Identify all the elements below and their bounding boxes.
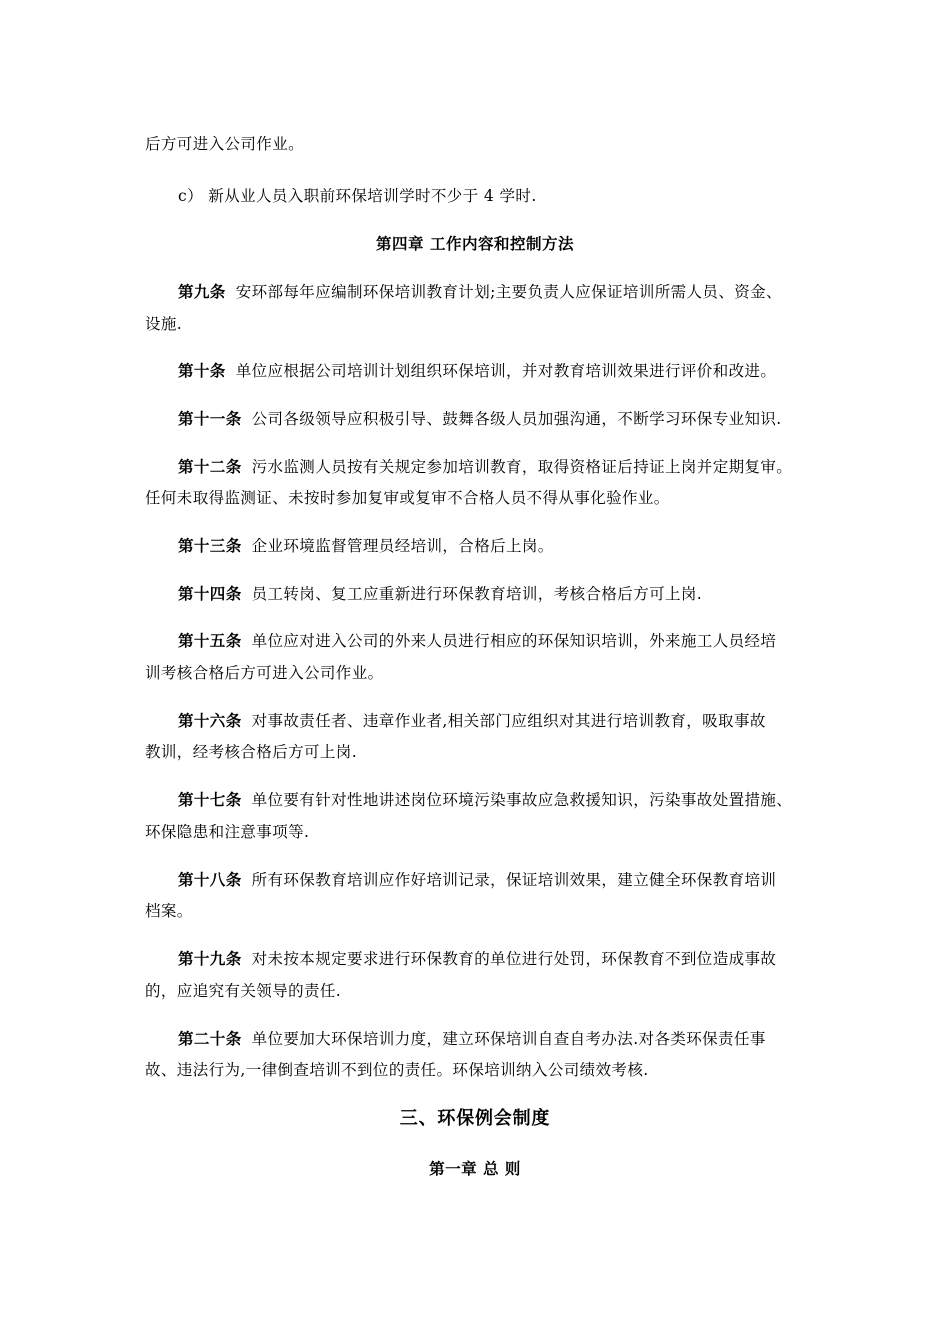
article-label: 第十一条 xyxy=(178,410,242,428)
article-line xyxy=(178,1028,766,1050)
article-text: 单位要有针对性地讲述岗位环境污染事故应急救援知识，污染事故处置措施、 xyxy=(251,791,793,809)
section-title: 三、环保例会制度 xyxy=(399,1108,551,1129)
article-label: 第九条 xyxy=(178,283,226,301)
article-line xyxy=(178,710,766,732)
article-line xyxy=(178,456,792,478)
article-text: 单位要加大环保培训力度，建立环保培训自查自考办法.对各类环保责任事 xyxy=(251,1030,766,1048)
article-label: 第十二条 xyxy=(178,458,242,476)
article-label: 第十五条 xyxy=(178,632,242,650)
article-text: 对未按本规定要求进行环保教育的单位进行处罚，环保教育不到位造成事故 xyxy=(251,950,777,968)
article-continuation: 训考核合格后方可进入公司作业。 xyxy=(145,664,384,682)
article-label: 第十四条 xyxy=(178,585,242,603)
article-label: 第十六条 xyxy=(178,712,242,730)
article-continuation: 环保隐患和注意事项等. xyxy=(145,823,310,841)
article-continuation: 档案。 xyxy=(145,902,193,920)
article-text: 员工转岗、复工应重新进行环保教育培训，考核合格后方可上岗. xyxy=(251,585,703,603)
article-label: 第十七条 xyxy=(178,791,242,809)
article-continuation: 的，应追究有关领导的责任. xyxy=(145,982,342,1000)
article-label: 第十九条 xyxy=(178,950,242,968)
article-text: 单位应根据公司培训计划组织环保培训，并对教育培训效果进行评价和改进。 xyxy=(235,362,777,380)
article-line xyxy=(178,281,782,303)
article-text: 所有环保教育培训应作好培训记录，保证培训效果，建立健全环保教育培训 xyxy=(251,871,777,889)
article-continuation: 故、违法行为,一律倒查培训不到位的责任。环保培训纳入公司绩效考核. xyxy=(145,1061,649,1079)
article-line xyxy=(178,408,782,430)
article-line xyxy=(178,360,776,382)
article-label: 第十八条 xyxy=(178,871,242,889)
article-continuation: 教训，经考核合格后方可上岗. xyxy=(145,743,358,761)
article-text: 公司各级领导应积极引导、鼓舞各级人员加强沟通，不断学习环保专业知识. xyxy=(251,410,782,428)
article-text: 对事故责任者、违章作业者,相关部门应组织对其进行培训教育，吸取事故 xyxy=(251,712,766,730)
text-line: 后方可进入公司作业。 xyxy=(145,135,305,153)
article-line xyxy=(178,535,554,557)
article-line xyxy=(178,789,792,811)
article-line xyxy=(178,869,776,891)
article-text: 污水监测人员按有关规定参加培训教育，取得资格证后持证上岗并定期复审。 xyxy=(251,458,793,476)
article-text: 企业环境监督管理员经培训，合格后上岗。 xyxy=(251,537,554,555)
article-continuation: 设施. xyxy=(145,315,183,333)
article-line xyxy=(178,630,776,652)
chapter-title: 第一章 总 则 xyxy=(429,1160,521,1178)
article-label: 第十条 xyxy=(178,362,226,380)
article-continuation: 任何未取得监测证、未按时参加复审或复审不合格人员不得从事化验作业。 xyxy=(145,489,670,507)
article-text: 安环部每年应编制环保培训教育计划;主要负责人应保证培训所需人员、资金、 xyxy=(235,283,782,301)
chapter-title: 第四章 工作内容和控制方法 xyxy=(376,235,574,253)
article-text: 单位应对进入公司的外来人员进行相应的环保知识培训，外来施工人员经培 xyxy=(251,632,777,650)
article-label: 第十三条 xyxy=(178,537,242,555)
article-line xyxy=(178,948,776,970)
article-label: 第二十条 xyxy=(178,1030,242,1048)
text-line: c） 新从业人员入职前环保培训学时不少于 4 学时. xyxy=(178,187,537,205)
article-line xyxy=(178,583,702,605)
